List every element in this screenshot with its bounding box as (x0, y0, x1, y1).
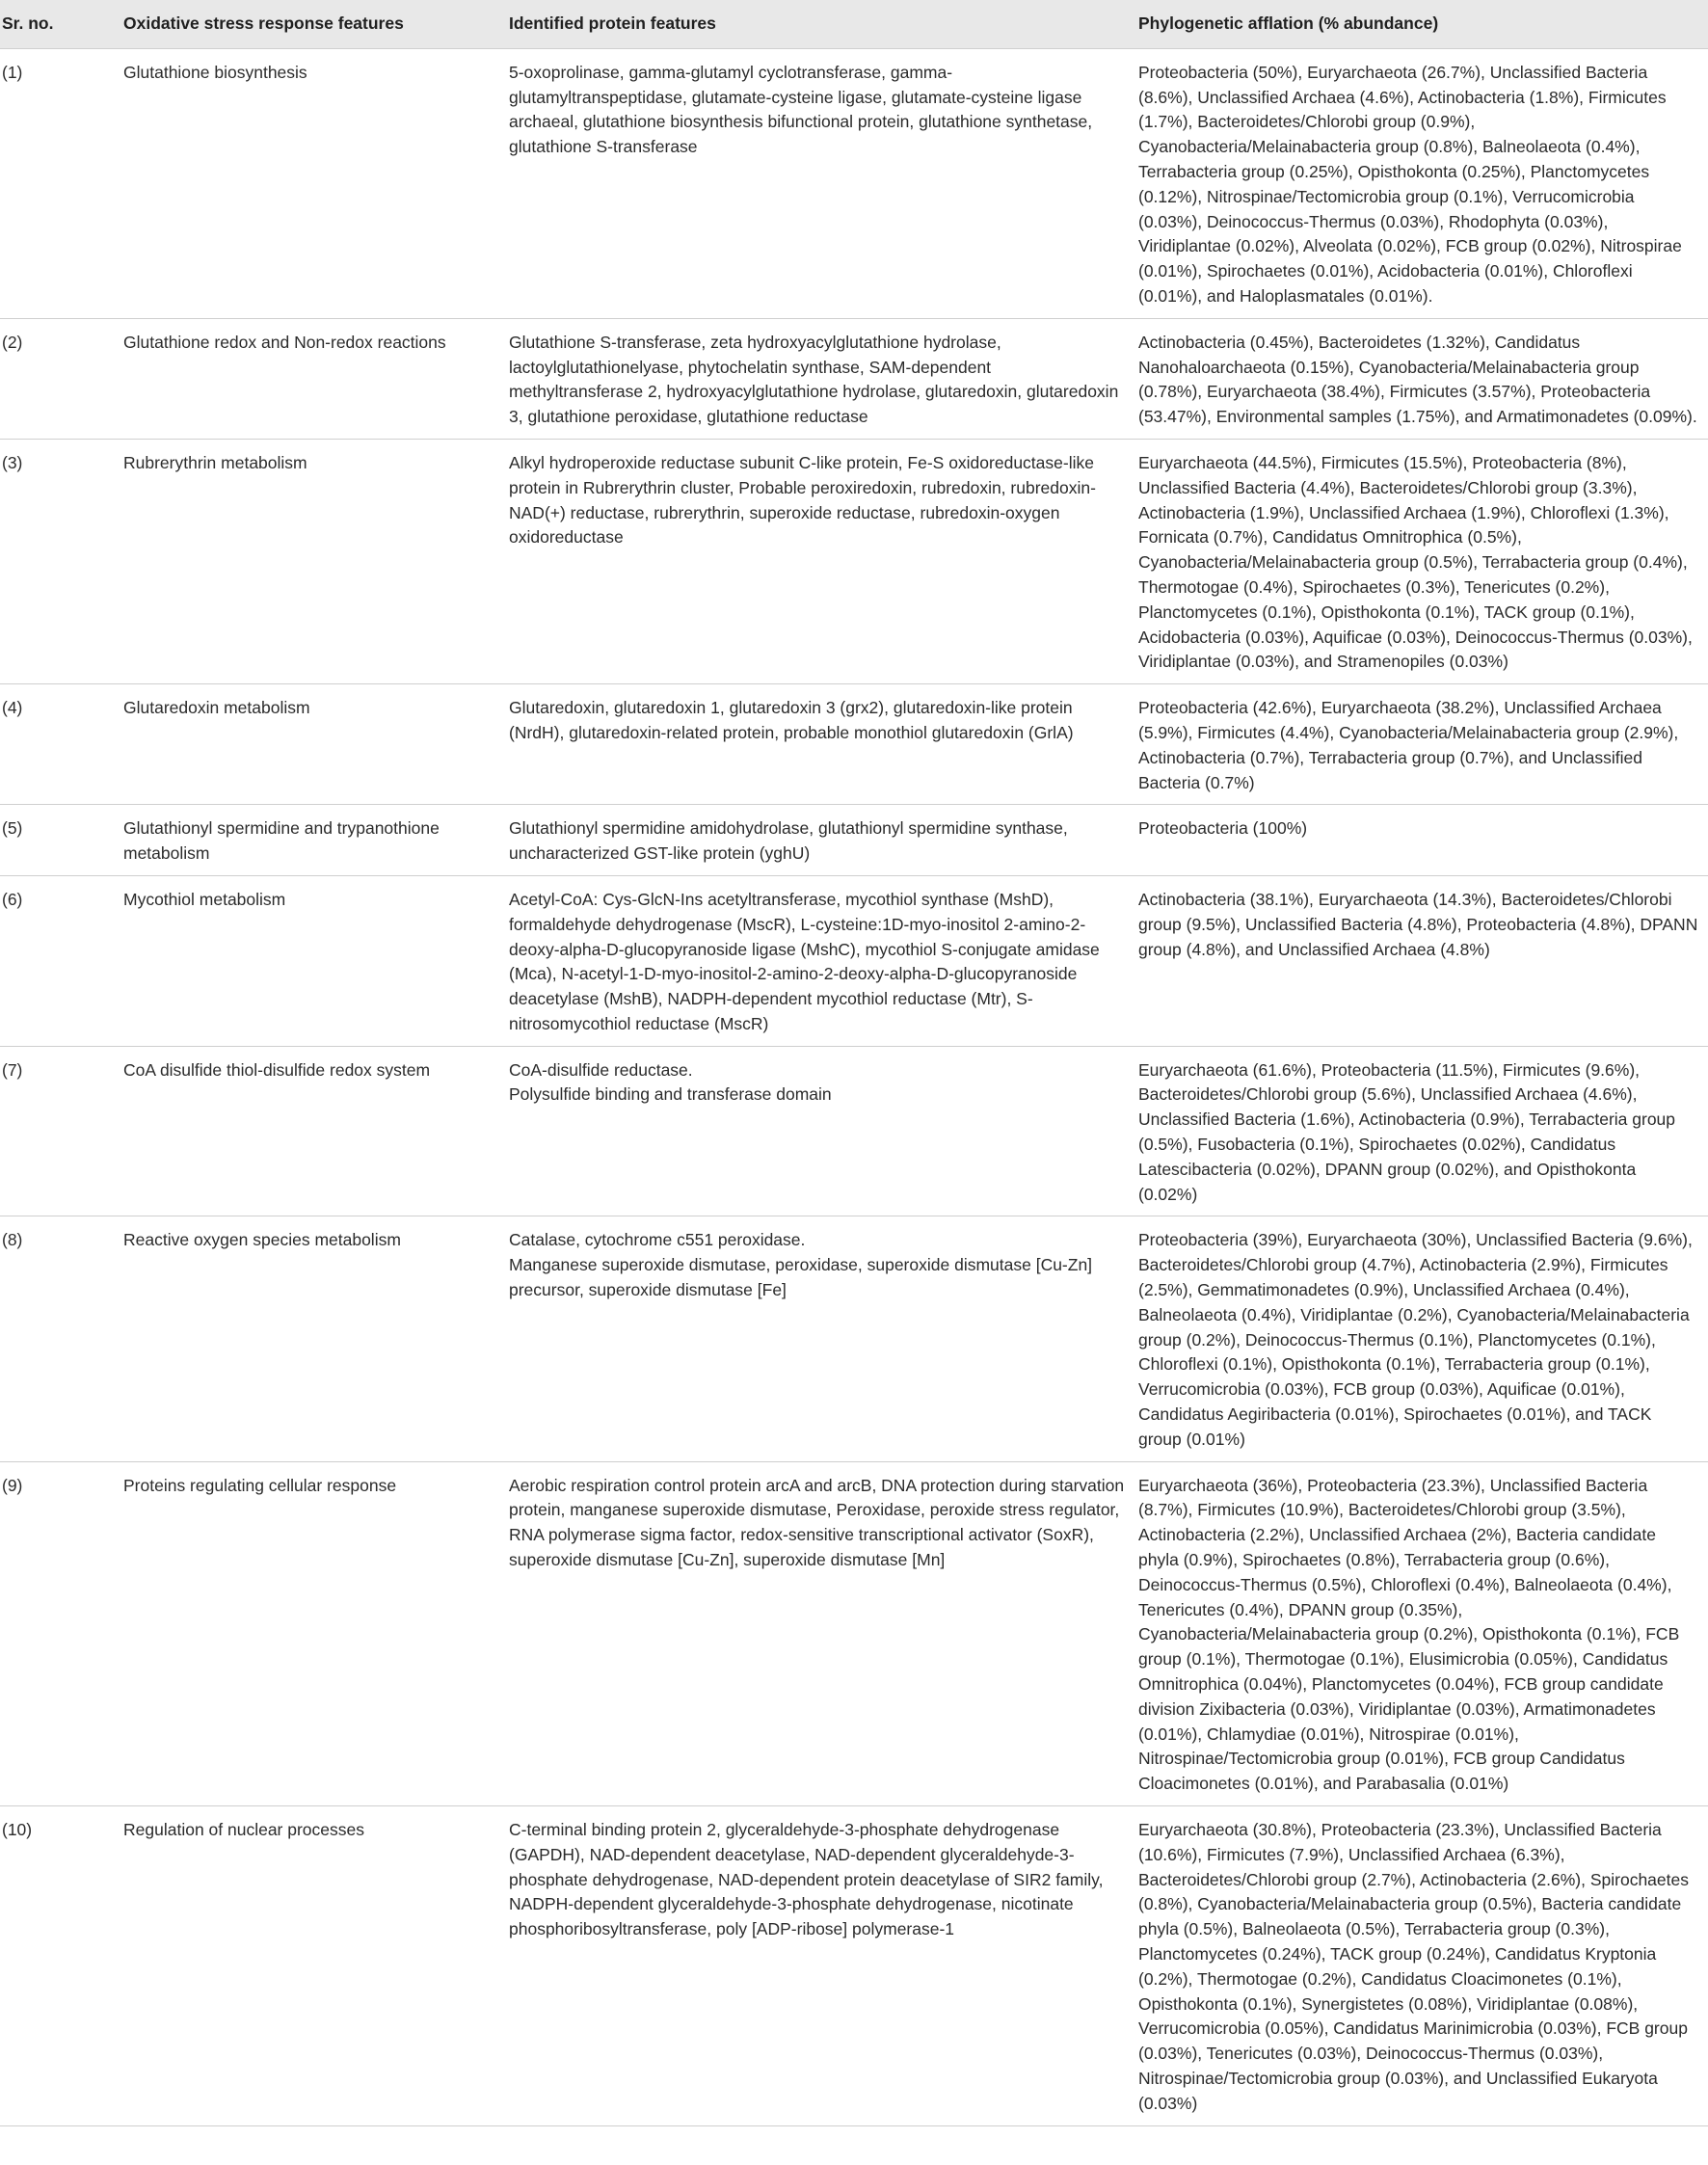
phylogenetic-affiliation-cell: Euryarchaeota (44.5%), Firmicutes (15.5%), Proteobacteria (8%), Unclassified Bacteria (4.4%), Bacteroidetes/Chlorobi group (3.3%), Actinobacteria (1.9%), Unclassified Archaea (1.9%), Chloroflexi (1.3%), Fornicata (0.7%), Candidatus Omnitrophica (0.5%), Cyanobacteria/Melainabacteria group (0.5%), Terrabacteria group (0.4%), Thermotogae (0.4%), Spirochaetes (0.3%), Tenericutes (0.2%), Planctomycetes (0.1%), Opisthokonta (0.1%), TACK group (0.1%), Acidobacteria (0.03%), Aquificae (0.03%), Deinococcus-Thermus (0.03%), Viridiplantae (0.03%), and Stramenopiles (0.03%) (1138, 439, 1708, 683)
phylogenetic-affiliation-cell: Euryarchaeota (61.6%), Proteobacteria (11.5%), Firmicutes (9.6%), Bacteroidetes/Chlorobi group (5.6%), Unclassified Archaea (4.6%), Unclassified Bacteria (1.6%), Actinobacteria (0.9%), Terrabacteria group (0.5%), Fusobacteria (0.1%), Spirochaetes (0.02%), Candidatus Latescibacteria (0.02%), DPANN group (0.02%), and Opisthokonta (0.02%) (1138, 1046, 1708, 1216)
protein-features-cell: C-terminal binding protein 2, glyceraldehyde-3-phosphate dehydrogenase (GAPDH), NAD-dependent deacetylase, NAD-dependent glyceraldehyde-3-phosphate dehydrogenase, NAD-dependent protein deacetylase of SIR2 family, NADPH-dependent glyceraldehyde-3-phosphate dehydrogenase, nicotinate phosphoribosyltransferase, poly [ADP-ribose] polymerase-1 (509, 1806, 1138, 2126)
phylogenetic-affiliation-cell: Euryarchaeota (30.8%), Proteobacteria (23.3%), Unclassified Bacteria (10.6%), Firmicutes (7.9%), Unclassified Archaea (6.3%), Bacteroidetes/Chlorobi group (2.7%), Actinobacteria (2.6%), Spirochaetes (0.8%), Cyanobacteria/Melainabacteria group (0.5%), Bacteria candidate phyla (0.5%), Balneolaeota (0.5%), Terrabacteria group (0.3%), Planctomycetes (0.24%), TACK group (0.24%), Candidatus Kryptonia (0.2%), Thermotogae (0.2%), Candidatus Cloacimonetes (0.1%), Opisthokonta (0.1%), Synergistetes (0.08%), Viridiplantae (0.08%), Verrucomicrobia (0.05%), Candidatus Marinimicrobia (0.03%), FCB group (0.03%), Tenericutes (0.03%), Deinococcus-Thermus (0.03%), Nitrospinae/Tectomicrobia group (0.03%), and Unclassified Eukaryota (0.03%) (1138, 1806, 1708, 2126)
protein-features-cell: Glutathione S-transferase, zeta hydroxyacylglutathione hydrolase, lactoylglutathionelyase, phytochelatin synthase, SAM-dependent methyltransferase 2, hydroxyacylglutathione hydrolase, glutaredoxin, glutaredoxin 3, glutathione peroxidase, glutathione reductase (509, 318, 1138, 439)
table-header (0, 0, 1708, 48)
row-number-cell: (6) (0, 875, 123, 1046)
row-number-cell: (7) (0, 1046, 123, 1216)
phylogenetic-affiliation-cell: Actinobacteria (0.45%), Bacteroidetes (1.32%), Candidatus Nanohaloarchaeota (0.15%), Cyanobacteria/Melainabacteria group (0.78%), Euryarchaeota (38.4%), Firmicutes (3.57%), Proteobacteria (53.47%), Environmental samples (1.75%), and Armatimonadetes (0.09%). (1138, 318, 1708, 439)
table-row (0, 1461, 1708, 1805)
protein-features-cell: Glutaredoxin, glutaredoxin 1, glutaredoxin 3 (grx2), glutaredoxin-like protein (NrdH), glutaredoxin-related protein, probable monothiol glutaredoxin (GrlA) (509, 684, 1138, 805)
phylogenetic-affiliation-cell: Proteobacteria (50%), Euryarchaeota (26.7%), Unclassified Bacteria (8.6%), Unclassified Archaea (4.6%), Actinobacteria (1.8%), Firmicutes (1.7%), Bacteroidetes/Chlorobi group (0.9%), Cyanobacteria/Melainabacteria group (0.8%), Balneolaeota (0.4%), Terrabacteria group (0.25%), Opisthokonta (0.25%), Planctomycetes (0.12%), Nitrospinae/Tectomicrobia group (0.1%), Verrucomicrobia (0.03%), Deinococcus-Thermus (0.03%), Rhodophyta (0.03%), Viridiplantae (0.02%), Alveolata (0.02%), FCB group (0.02%), Nitrospirae (0.01%), Spirochaetes (0.01%), Acidobacteria (0.01%), Chloroflexi (0.01%), and Haloplasmatales (0.01%). (1138, 48, 1708, 318)
phylogenetic-affiliation-cell: Proteobacteria (39%), Euryarchaeota (30%), Unclassified Bacteria (9.6%), Bacteroidetes/Chlorobi group (4.7%), Actinobacteria (2.9%), Firmicutes (2.5%), Gemmatimonadetes (0.9%), Unclassified Archaea (0.4%), Balneolaeota (0.4%), Viridiplantae (0.2%), Cyanobacteria/Melainabacteria group (0.2%), Deinococcus-Thermus (0.1%), Planctomycetes (0.1%), Chloroflexi (0.1%), Opisthokonta (0.1%), Terrabacteria group (0.1%), Verrucomicrobia (0.03%), FCB group (0.03%), Aquificae (0.01%), Candidatus Aegiribacteria (0.01%), Spirochaetes (0.01%), and TACK group (0.01%) (1138, 1216, 1708, 1461)
table-row (0, 439, 1708, 683)
table-row (0, 1806, 1708, 2126)
protein-features-cell: Catalase, cytochrome c551 peroxidase. Manganese superoxide dismutase, peroxidase, superoxide dismutase [Cu-Zn] precursor, superoxide dismutase [Fe] (509, 1216, 1138, 1461)
phylogenetic-affiliation-cell: Proteobacteria (42.6%), Euryarchaeota (38.2%), Unclassified Archaea (5.9%), Firmicutes (4.4%), Cyanobacteria/Melainabacteria group (2.9%), Actinobacteria (0.7%), Terrabacteria group (0.7%), and Unclassified Bacteria (0.7%) (1138, 684, 1708, 805)
row-number-cell: (1) (0, 48, 123, 318)
header-phylogenetic-affiliation: Phylogenetic afflation (% abundance) (1138, 0, 1708, 48)
row-number-cell: (8) (0, 1216, 123, 1461)
protein-features-cell: CoA-disulfide reductase. Polysulfide binding and transferase domain (509, 1046, 1138, 1216)
protein-features-cell: Alkyl hydroperoxide reductase subunit C-like protein, Fe-S oxidoreductase-like protein in Rubrerythrin cluster, Probable peroxiredoxin, rubredoxin, rubredoxin-NAD(+) reductase, rubrerythrin, superoxide reductase, rubredoxin-oxygen oxidoreductase (509, 439, 1138, 683)
row-number-cell: (3) (0, 439, 123, 683)
header-sr-no: Sr. no. (0, 0, 123, 48)
oxidative-feature-cell: CoA disulfide thiol-disulfide redox system (123, 1046, 509, 1216)
table-row (0, 875, 1708, 1046)
table-row (0, 1216, 1708, 1461)
row-number-cell: (5) (0, 805, 123, 876)
row-number-cell: (2) (0, 318, 123, 439)
oxidative-feature-cell: Regulation of nuclear processes (123, 1806, 509, 2126)
protein-features-cell: Acetyl-CoA: Cys-GlcN-Ins acetyltransferase, mycothiol synthase (MshD), formaldehyde dehydrogenase (MscR), L-cysteine:1D-myo-inositol 2-amino-2-deoxy-alpha-D-glucopyranoside ligase (MshC), mycothiol S-conjugate amidase (Mca), N-acetyl-1-D-myo-inositol-2-amino-2-deoxy-alpha-D-glucopyranoside deacetylase (MshB), NADPH-dependent mycothiol reductase (Mtr), S-nitrosomycothiol reductase (MscR) (509, 875, 1138, 1046)
phylogenetic-affiliation-cell: Proteobacteria (100%) (1138, 805, 1708, 876)
oxidative-feature-cell: Rubrerythrin metabolism (123, 439, 509, 683)
table-row (0, 48, 1708, 318)
table-row (0, 1046, 1708, 1216)
phylogenetic-affiliation-cell: Actinobacteria (38.1%), Euryarchaeota (14.3%), Bacteroidetes/Chlorobi group (9.5%), Unclassified Bacteria (4.8%), Proteobacteria (4.8%), DPANN group (4.8%), and Unclassified Archaea (4.8%) (1138, 875, 1708, 1046)
row-number-cell: (9) (0, 1461, 123, 1805)
header-oxidative-features: Oxidative stress response features (123, 0, 509, 48)
row-number-cell: (4) (0, 684, 123, 805)
oxidative-feature-cell: Glutathione redox and Non-redox reactions (123, 318, 509, 439)
oxidative-feature-cell: Reactive oxygen species metabolism (123, 1216, 509, 1461)
row-number-cell: (10) (0, 1806, 123, 2126)
phylogenetic-affiliation-cell: Euryarchaeota (36%), Proteobacteria (23.3%), Unclassified Bacteria (8.7%), Firmicutes (10.9%), Bacteroidetes/Chlorobi group (3.5%), Actinobacteria (2.2%), Unclassified Archaea (2%), Bacteria candidate phyla (0.9%), Spirochaetes (0.8%), Terrabacteria group (0.6%), Deinococcus-Thermus (0.5%), Chloroflexi (0.4%), Balneolaeota (0.4%), Tenericutes (0.4%), DPANN group (0.35%), Cyanobacteria/Melainabacteria group (0.2%), Opisthokonta (0.1%), FCB group (0.1%), Thermotogae (0.1%), Elusimicrobia (0.05%), Candidatus Omnitrophica (0.04%), Planctomycetes (0.04%), FCB group candidate division Zixibacteria (0.03%), Viridiplantae (0.03%), Armatimonadetes (0.01%), Chlamydiae (0.01%), Nitrospirae (0.01%), Nitrospinae/Tectomicrobia group (0.01%), FCB group Candidatus Cloacimonetes (0.01%), and Parabasalia (0.01%) (1138, 1461, 1708, 1805)
header-protein-features: Identified protein features (509, 0, 1138, 48)
oxidative-feature-cell: Glutathione biosynthesis (123, 48, 509, 318)
oxidative-feature-cell: Proteins regulating cellular response (123, 1461, 509, 1805)
protein-features-cell: Aerobic respiration control protein arcA and arcB, DNA protection during starvation protein, manganese superoxide dismutase, Peroxidase, peroxide stress regulator, RNA polymerase sigma factor, redox-sensitive transcriptional activator (SoxR), superoxide dismutase [Cu-Zn], superoxide dismutase [Mn] (509, 1461, 1138, 1805)
table-body (0, 48, 1708, 2125)
header-row (0, 0, 1708, 48)
table-row (0, 805, 1708, 876)
table-row (0, 318, 1708, 439)
protein-features-cell: Glutathionyl spermidine amidohydrolase, glutathionyl spermidine synthase, uncharacterized GST-like protein (yghU) (509, 805, 1138, 876)
table-row (0, 684, 1708, 805)
protein-features-cell: 5-oxoprolinase, gamma-glutamyl cyclotransferase, gamma-glutamyltranspeptidase, glutamate-cysteine ligase, glutamate-cysteine ligase archaeal, glutathione biosynthesis bifunctional protein, glutathione synthetase, glutathione S-transferase (509, 48, 1138, 318)
oxidative-feature-cell: Glutathionyl spermidine and trypanothione metabolism (123, 805, 509, 876)
oxidative-feature-cell: Mycothiol metabolism (123, 875, 509, 1046)
oxidative-feature-cell: Glutaredoxin metabolism (123, 684, 509, 805)
